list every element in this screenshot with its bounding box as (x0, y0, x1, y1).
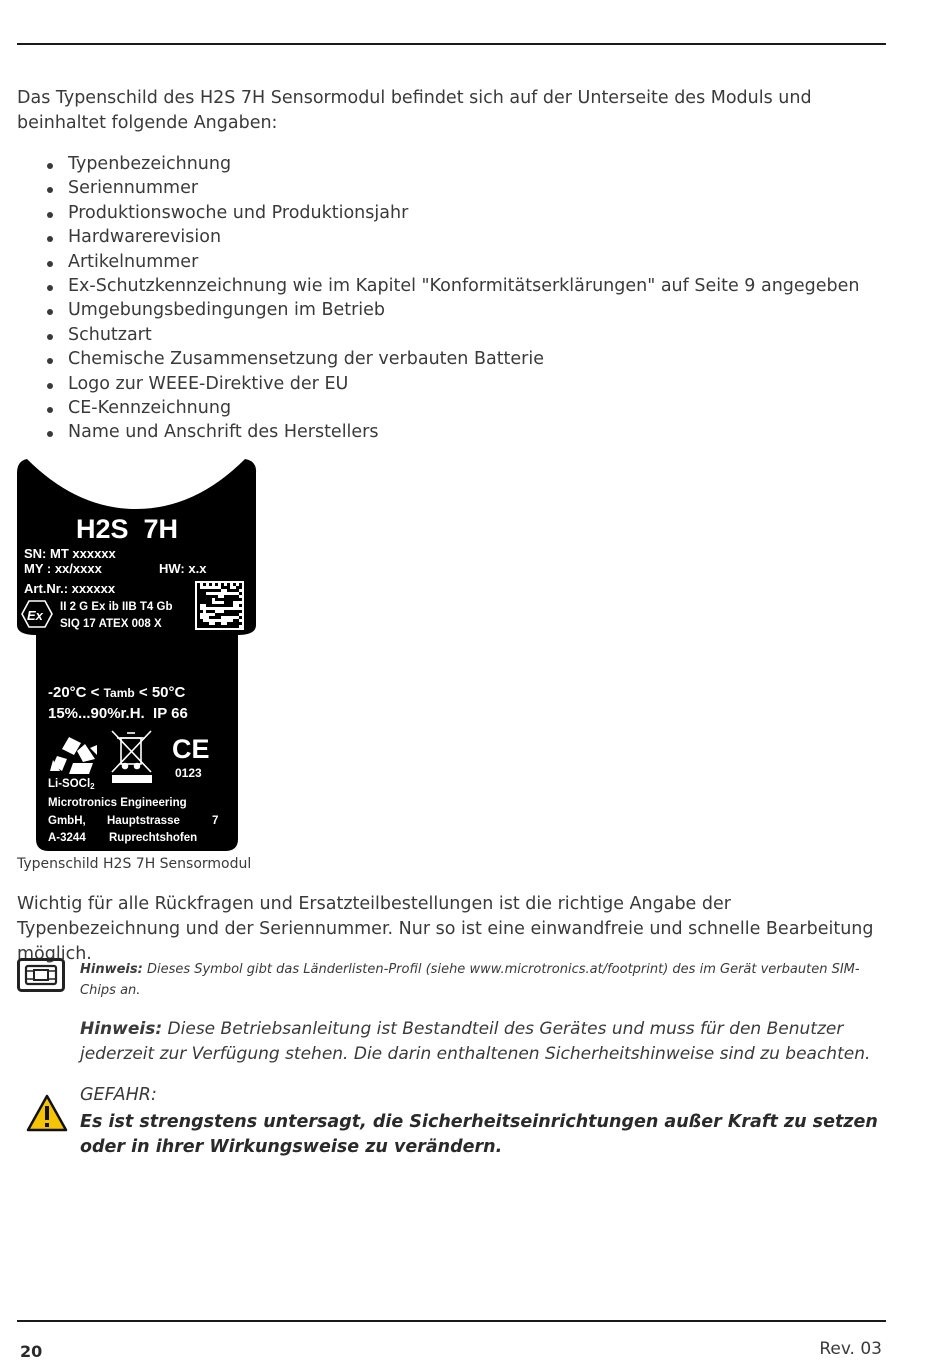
datamatrix-module (230, 601, 233, 604)
datamatrix-module (224, 610, 227, 613)
datamatrix-module (233, 619, 236, 622)
note-text: Diese Betriebsanleitung ist Bestandteil des Gerätes und muss für den Benutzer jederzeit zur Verfügung stehen. Die darin enthaltenen Sicherheitshinweise sind zu beachten. (80, 1019, 871, 1064)
datamatrix-module (197, 601, 200, 604)
bottom-rule (17, 1320, 886, 1322)
datamatrix-module (233, 622, 236, 625)
manufacturer-line-1: Microtronics Engineering (48, 797, 187, 809)
datamatrix-module (233, 583, 236, 586)
datamatrix-module (233, 598, 236, 601)
datamatrix-module (197, 592, 200, 595)
datamatrix-module (209, 583, 212, 586)
page-number: 20 (20, 1342, 43, 1361)
datamatrix-module (221, 583, 224, 586)
datamatrix-module (233, 595, 236, 598)
datamatrix-module (215, 595, 218, 598)
type-label-image (17, 459, 257, 852)
datamatrix-module (197, 616, 200, 619)
weee-bar-icon (112, 775, 152, 783)
datamatrix-module (197, 586, 200, 589)
datamatrix-module (200, 592, 203, 595)
list-item: Name und Anschrift des Herstellers (17, 420, 860, 444)
warning-triangle-icon (26, 1094, 68, 1132)
datamatrix-module (197, 583, 200, 586)
datamatrix-module (200, 610, 203, 613)
datamatrix-module (227, 604, 230, 607)
datamatrix-module (224, 601, 227, 604)
datamatrix-module (230, 610, 233, 613)
label-battery: Li-SOCl2 (48, 778, 95, 791)
label-ex-marking: II 2 G Ex ib IIB T4 Gb (60, 601, 173, 613)
label-production: MY : xx/xxxx (24, 561, 102, 576)
manufacturer-line-2a: GmbH, (48, 815, 86, 827)
label-title: H2S 7H (76, 514, 179, 544)
datamatrix-module (218, 622, 221, 625)
datamatrix-module (209, 598, 212, 601)
datamatrix-module (227, 583, 230, 586)
label-temperature: -20°C < Tamb < 50°C (48, 684, 186, 701)
datamatrix-module (224, 586, 227, 589)
datamatrix-module (227, 589, 230, 592)
list-item: Hardwarerevision (17, 225, 860, 249)
figure-caption: Typenschild H2S 7H Sensormodul (17, 856, 252, 872)
ex-symbol-text: Ex (27, 608, 43, 623)
datamatrix-module (227, 613, 230, 616)
datamatrix-module (200, 598, 203, 601)
label-serial: SN: MT xxxxxx (24, 546, 116, 561)
label-humidity-ip: 15%...90%r.H. IP 66 (48, 705, 188, 722)
datamatrix-module (215, 613, 218, 616)
datamatrix-module (227, 622, 230, 625)
datamatrix-module (230, 622, 233, 625)
note-label: Hinweis: (80, 962, 143, 977)
datamatrix-module (236, 622, 239, 625)
datamatrix-module (200, 601, 203, 604)
ce-mark: CE (172, 734, 210, 764)
datamatrix-module (239, 592, 242, 595)
datamatrix-module (209, 589, 212, 592)
datamatrix-module (239, 598, 242, 601)
list-item: Chemische Zusammensetzung der verbauten Batterie (17, 347, 860, 371)
datamatrix-module (206, 604, 209, 607)
datamatrix-module (206, 622, 209, 625)
datamatrix-module (218, 604, 221, 607)
list-item: Typenbezeichnung (17, 152, 860, 176)
datamatrix-module (197, 595, 200, 598)
datamatrix-module (230, 589, 233, 592)
datamatrix-module (218, 625, 221, 628)
datamatrix-module (239, 622, 242, 625)
datamatrix-module (197, 619, 200, 622)
danger-text: Es ist strengstens untersagt, die Sicherheitseinrichtungen außer Kraft zu setzen oder in ihrer Wirkungsweise zu verändern. (80, 1112, 878, 1157)
datamatrix-module (206, 595, 209, 598)
datamatrix-module (212, 610, 215, 613)
manufacturer-line-2b: Hauptstrasse (107, 815, 180, 827)
intro-paragraph: Das Typenschild des H2S 7H Sensormodul befindet sich auf der Unterseite des Moduls und beinhaltet folgende Angaben: (17, 88, 812, 133)
datamatrix-module (206, 598, 209, 601)
sim-profile-icon (17, 958, 65, 992)
datamatrix-module (197, 607, 200, 610)
manufacturer-line-3b: Ruprechtshofen (109, 832, 198, 844)
datamatrix-module (227, 598, 230, 601)
datamatrix-module (224, 598, 227, 601)
revision-label: Rev. 03 (819, 1339, 882, 1359)
note-text: Dieses Symbol gibt das Länderlisten-Profil (siehe www.microtronics.at/footprint) des im Gerät verbauten SIM-Chips an. (80, 962, 860, 998)
datamatrix-module (209, 604, 212, 607)
datamatrix-module (221, 586, 224, 589)
datamatrix-module (227, 601, 230, 604)
datamatrix-module (203, 601, 206, 604)
datamatrix-module (209, 610, 212, 613)
datamatrix-module (200, 622, 203, 625)
datamatrix-module (224, 604, 227, 607)
datamatrix-module (236, 613, 239, 616)
datamatrix-module (236, 610, 239, 613)
datamatrix-module (233, 625, 236, 628)
danger-title: GEFAHR: (80, 1085, 157, 1105)
datamatrix-module (233, 613, 236, 616)
datamatrix-code-icon (195, 581, 244, 630)
datamatrix-module (215, 589, 218, 592)
important-paragraph: Wichtig für alle Rückfragen und Ersatzteilbestellungen ist die richtige Angabe der Typenbezeichnung und der Seriennummer. Nur so ist eine einwandfreie und schnelle Bearbeitung möglich. (17, 894, 874, 964)
datamatrix-module (206, 589, 209, 592)
datamatrix-module (233, 610, 236, 613)
datamatrix-module (230, 595, 233, 598)
datamatrix-module (203, 583, 206, 586)
datamatrix-module (221, 613, 224, 616)
datamatrix-module (215, 616, 218, 619)
datamatrix-module (200, 619, 203, 622)
datamatrix-module (239, 610, 242, 613)
label-article: Art.Nr.: xxxxxx (24, 581, 116, 596)
list-item: Seriennummer (17, 176, 860, 200)
datamatrix-module (218, 589, 221, 592)
datamatrix-module (236, 589, 239, 592)
datamatrix-module (218, 616, 221, 619)
sim-note (80, 959, 890, 1001)
datamatrix-module (227, 610, 230, 613)
manufacturer-line-3a: A-3244 (48, 832, 86, 844)
feature-list (17, 152, 860, 445)
datamatrix-module (215, 604, 218, 607)
datamatrix-module (209, 616, 212, 619)
datamatrix-module (209, 595, 212, 598)
datamatrix-module (197, 613, 200, 616)
datamatrix-module (215, 622, 218, 625)
datamatrix-module (203, 589, 206, 592)
label-atex-cert: SIQ 17 ATEX 008 X (60, 618, 162, 630)
datamatrix-module (197, 589, 200, 592)
list-item: Ex-Schutzkennzeichnung wie im Kapitel "Konformitätserklärungen" auf Seite 9 angegeben (17, 274, 860, 298)
datamatrix-module (236, 586, 239, 589)
datamatrix-module (197, 622, 200, 625)
datamatrix-module (230, 598, 233, 601)
datamatrix-module (212, 616, 215, 619)
datamatrix-module (215, 583, 218, 586)
datamatrix-module (224, 595, 227, 598)
datamatrix-module (230, 613, 233, 616)
datamatrix-module (200, 595, 203, 598)
datamatrix-module (221, 604, 224, 607)
datamatrix-module (230, 604, 233, 607)
datamatrix-module (227, 595, 230, 598)
datamatrix-module (239, 586, 242, 589)
datamatrix-module (224, 625, 227, 628)
datamatrix-module (236, 595, 239, 598)
list-item: Produktionswoche und Produktionsjahr (17, 201, 860, 225)
list-item: Umgebungsbedingungen im Betrieb (17, 298, 860, 322)
list-item: Schutzart (17, 323, 860, 347)
datamatrix-module (209, 625, 212, 628)
datamatrix-module (212, 625, 215, 628)
datamatrix-module (239, 604, 242, 607)
note-label: Hinweis: (80, 1019, 163, 1039)
manual-note (80, 1017, 895, 1067)
datamatrix-module (212, 589, 215, 592)
datamatrix-module (227, 586, 230, 589)
datamatrix-module (200, 589, 203, 592)
datamatrix-module (212, 595, 215, 598)
manufacturer-line-2c: 7 (212, 815, 219, 827)
datamatrix-module (206, 610, 209, 613)
datamatrix-module (239, 583, 242, 586)
datamatrix-module (197, 598, 200, 601)
list-item: Logo zur WEEE-Direktive der EU (17, 372, 860, 396)
datamatrix-module (215, 625, 218, 628)
datamatrix-module (221, 625, 224, 628)
notified-body-number: 0123 (175, 766, 202, 780)
datamatrix-module (218, 598, 221, 601)
datamatrix-module (233, 589, 236, 592)
list-item: CE-Kennzeichnung (17, 396, 860, 420)
datamatrix-module (200, 625, 203, 628)
datamatrix-module (221, 598, 224, 601)
datamatrix-module (224, 613, 227, 616)
datamatrix-module (215, 598, 218, 601)
datamatrix-module (212, 604, 215, 607)
label-hardware: HW: x.x (159, 561, 207, 576)
datamatrix-module (209, 601, 212, 604)
datamatrix-module (203, 622, 206, 625)
datamatrix-module (230, 625, 233, 628)
datamatrix-module (206, 625, 209, 628)
datamatrix-module (239, 616, 242, 619)
datamatrix-module (218, 613, 221, 616)
datamatrix-module (206, 601, 209, 604)
datamatrix-module (197, 625, 200, 628)
datamatrix-module (203, 595, 206, 598)
datamatrix-module (236, 619, 239, 622)
top-rule (17, 43, 886, 45)
datamatrix-module (197, 604, 200, 607)
datamatrix-module (203, 625, 206, 628)
datamatrix-module (227, 625, 230, 628)
list-item: Artikelnummer (17, 250, 860, 274)
datamatrix-module (236, 598, 239, 601)
datamatrix-module (203, 598, 206, 601)
datamatrix-module (203, 592, 206, 595)
datamatrix-module (197, 610, 200, 613)
datamatrix-module (236, 625, 239, 628)
